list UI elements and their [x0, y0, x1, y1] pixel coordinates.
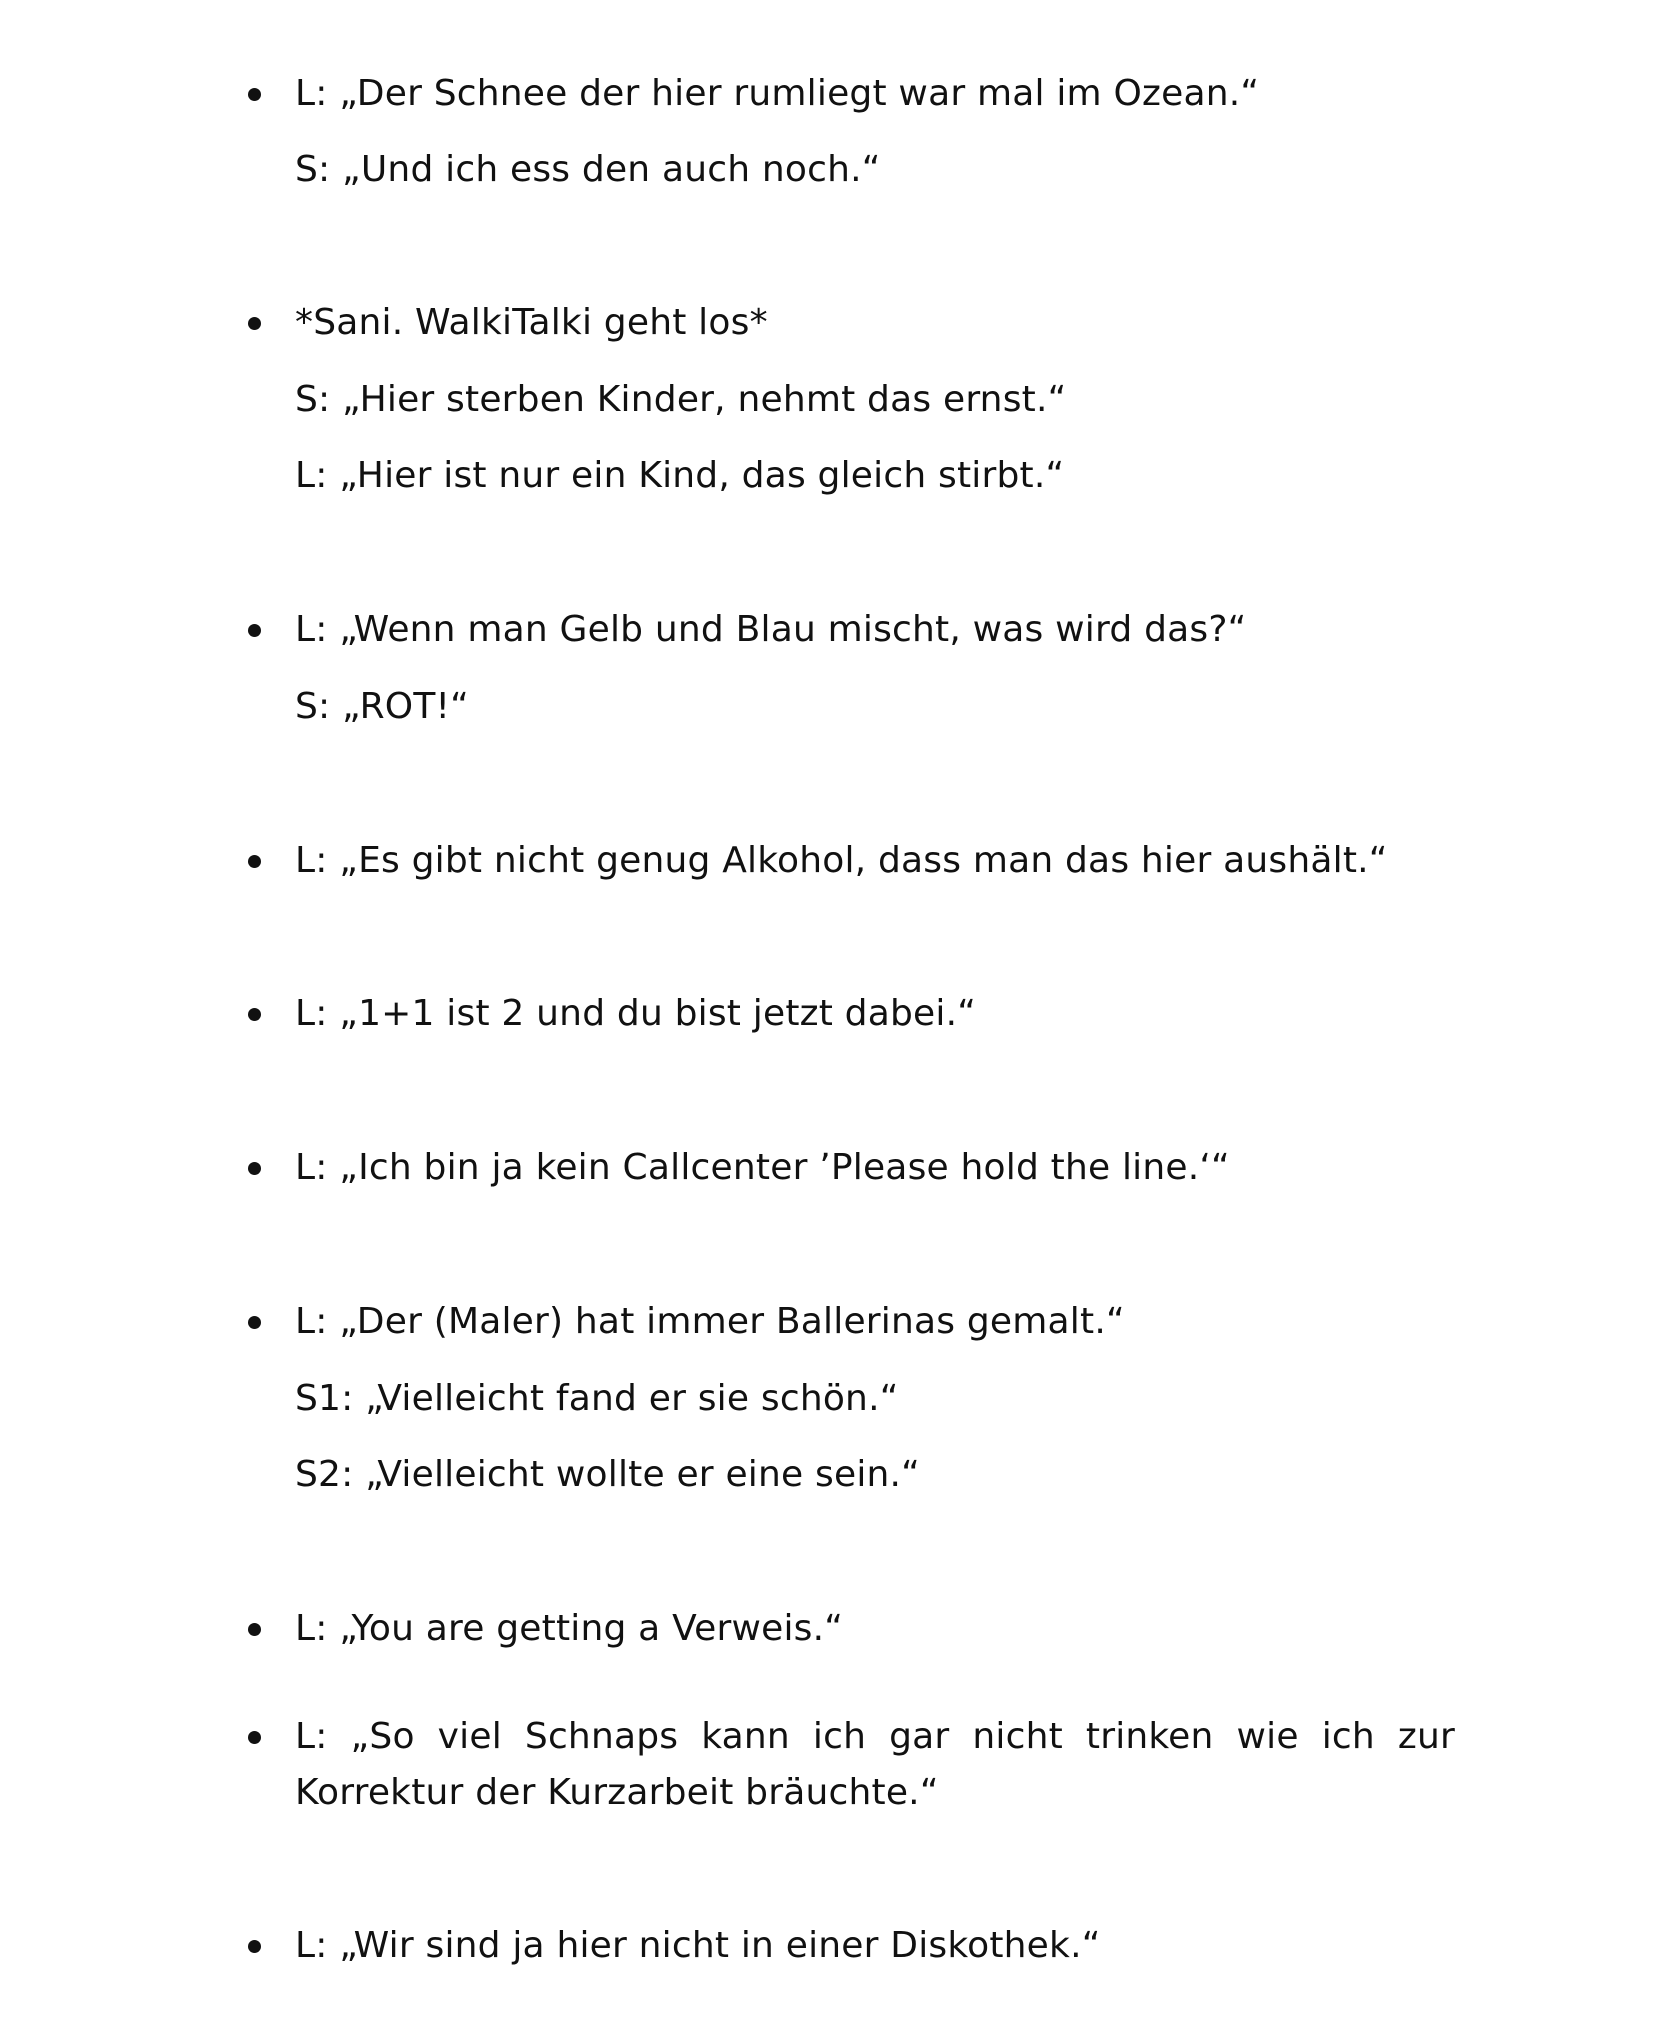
bullet-icon: [248, 88, 261, 101]
quote-line: S: „Hier sterben Kinder, nehmt das ernst.“: [295, 379, 1067, 420]
bullet-icon: [248, 1940, 261, 1953]
quote-paragraph: L: „So viel Schnaps kann ich gar nicht trinken wie ich zur Korrektur der Kurzarbeit bräuchte.“: [295, 1716, 1455, 1813]
quote-line: L: „Ich bin ja kein Callcenter ’Please hold the line.‘“: [295, 1147, 1230, 1188]
quote-line: L: „Wenn man Gelb und Blau mischt, was wird das?“: [295, 609, 1247, 650]
bullet-icon: [248, 1731, 261, 1744]
bullet-icon: [248, 1316, 261, 1329]
quote-line: L: „1+1 ist 2 und du bist jetzt dabei.“: [295, 993, 977, 1034]
bullet-icon: [248, 855, 261, 868]
bullet-icon: [248, 1162, 261, 1175]
quote-line: L: „Der Schnee der hier rumliegt war mal im Ozean.“: [295, 73, 1260, 114]
bullet-icon: [248, 1623, 261, 1636]
quote-line: *Sani. WalkiTalki geht los*: [295, 302, 768, 343]
quote-line: L: „Es gibt nicht genug Alkohol, dass man das hier aushält.“: [295, 840, 1388, 881]
quote-line: L: „Der (Maler) hat immer Ballerinas gemalt.“: [295, 1301, 1125, 1342]
quote-line: L: „Wir sind ja hier nicht in einer Diskothek.“: [295, 1925, 1101, 1966]
quote-line: L: „Hier ist nur ein Kind, das gleich stirbt.“: [295, 455, 1065, 496]
quote-line: S: „ROT!“: [295, 686, 470, 727]
quote-line: S1: „Vielleicht fand er sie schön.“: [295, 1378, 899, 1419]
quote-line: S2: „Vielleicht wollte er eine sein.“: [295, 1454, 921, 1495]
bullet-icon: [248, 1008, 261, 1021]
quote-line: L: „You are getting a Verweis.“: [295, 1608, 844, 1649]
quote-line: S: „Und ich ess den auch noch.“: [295, 149, 881, 190]
bullet-icon: [248, 624, 261, 637]
bullet-icon: [248, 317, 261, 330]
